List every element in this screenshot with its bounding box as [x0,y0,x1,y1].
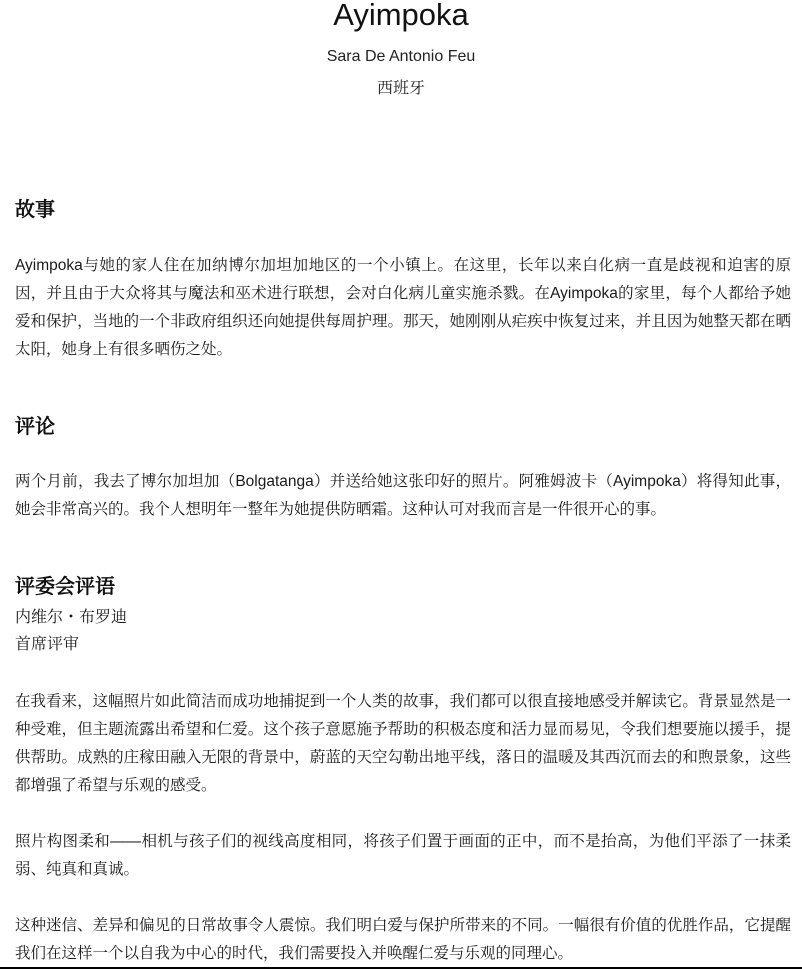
jury-member-role: 首席评审 [15,636,80,653]
comment-text: 两个月前，我去了博尔加坦加（Bolgatanga）并送给她这张印好的照片。阿雅姆波卡（Ayimpoka）将得知此事，她会非常高兴的。我个人想明年一整年为她提供防晒霜。这种认可对我而言是一件很开心的事。 [15,473,791,518]
jury-paragraph-1: 在我看来，这幅照片如此简洁而成功地捕捉到一个人类的故事，我们都可以很直接地感受并解读它。背景显然是一种受难，但主题流露出希望和仁爱。这个孩子意愿施予帮助的积极态度和活力显而易见，令我们想要施以援手，提供帮助。成熟的庄稼田融入无限的背景中，蔚蓝的天空勾勒出地平线，落日的温暖及其西沉而去的和煦景象，这些都增强了希望与乐观的感受。 [15,693,791,794]
photographer-name: Sara De Antonio Feu [326,48,476,65]
jury-heading: 评委会评语 [15,576,115,598]
photo-title: Ayimpoka [333,0,469,32]
jury-member-name: 内维尔・布罗迪 [15,609,128,626]
jury-paragraph-2: 照片构图柔和——相机与孩子们的视线高度相同，将孩子们置于画面的正中，而不是抬高，为他们平添了一抹柔弱、纯真和真诚。 [15,833,791,878]
photographer-country: 西班牙 [376,80,425,97]
story-text: Ayimpoka与她的家人住在加纳博尔加坦加地区的一个小镇上。在这里，长年以来白化病一直是歧视和迫害的原因，并且由于大众将其与魔法和巫术进行联想，会对白化病儿童实施杀戮。在Ayimpoka的家里，每个人都给予她爱和保护，当地的一个非政府组织还向她提供每周护理。那天，她刚刚从疟疾中恢复过来，并且因为她整天都在晒太阳，她身上有很多晒伤之处。 [15,257,791,358]
comment-heading: 评论 [15,416,55,438]
story-heading: 故事 [15,199,55,221]
article-header [0,0,802,99]
jury-paragraph-3: 这种迷信、差异和偏见的日常故事令人震惊。我们明白爱与保护所带来的不同。一幅很有价值的优胜作品，它提醒我们在这样一个以自我为中心的时代，我们需要投入并唤醒仁爱与乐观的同理心。 [15,917,791,962]
